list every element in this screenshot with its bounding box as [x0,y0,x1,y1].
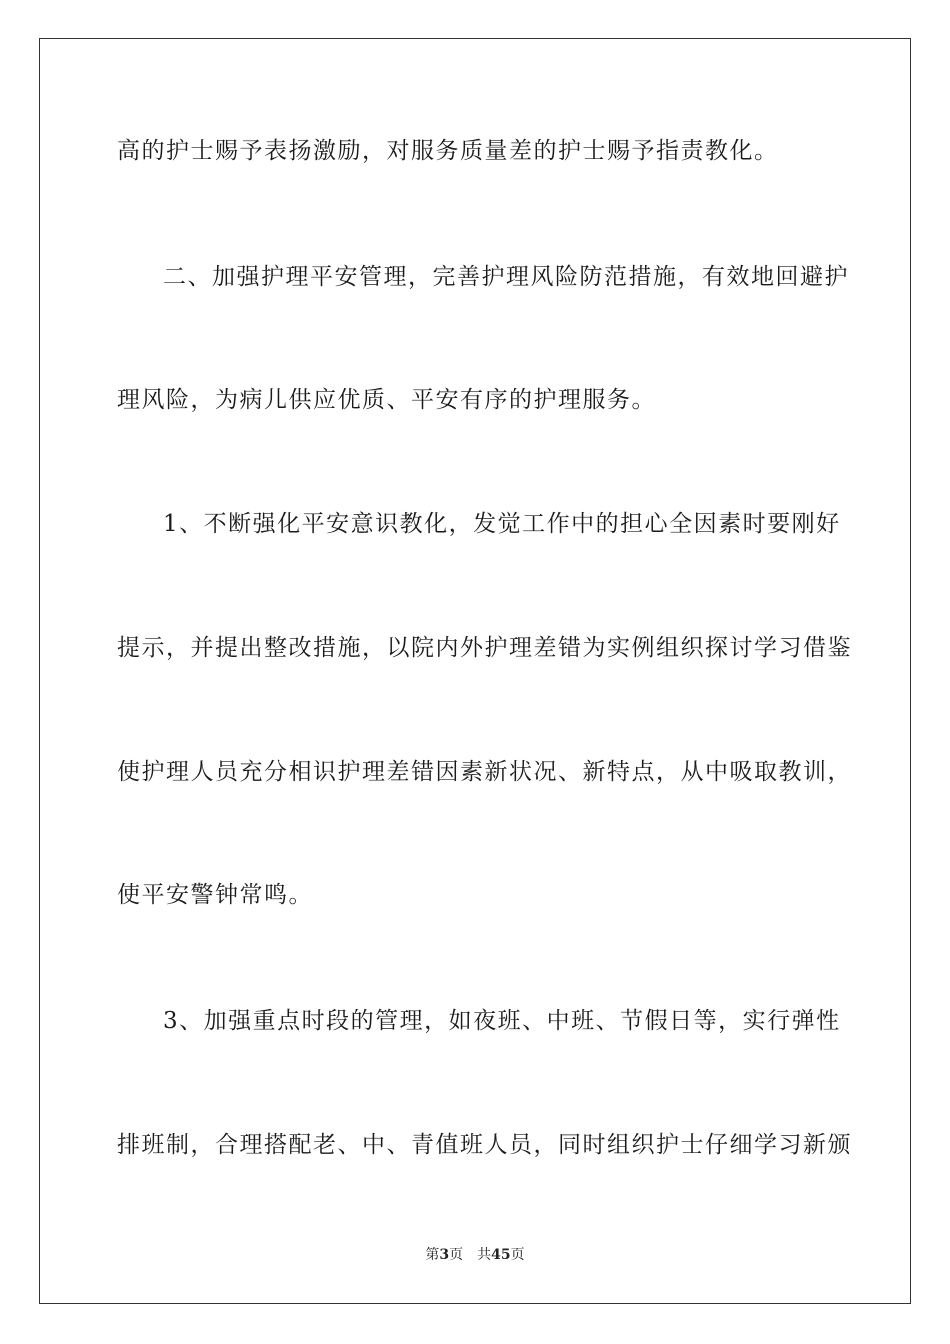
text-line-3: 理风险，为病儿供应优质、平安有序的护理服务。 [117,387,656,413]
text-line-2: 二、加强护理平安管理，完善护理风险防范措施，有效地回避护 [163,264,849,290]
page-border [39,38,911,1304]
page-number: 3 [439,1247,450,1263]
page-footer [0,1246,950,1264]
page-prefix: 第 [425,1247,440,1263]
text-line-8: 3、加强重点时段的管理，如夜班、中班、节假日等，实行弹性 [163,1008,841,1034]
text-line-7: 使平安警钟常鸣。 [117,882,313,908]
text-line-1: 高的护士赐予表扬激励，对服务质量差的护士赐予指责教化。 [117,138,779,164]
text-line-4: 1、不断强化平安意识教化，发觉工作中的担心全因素时要刚好 [163,511,841,537]
text-line-9: 排班制，合理搭配老、中、青值班人员，同时组织护士仔细学习新颁 [117,1132,852,1158]
total-pages: 45 [491,1247,511,1263]
text-line-6: 使护理人员充分相识护理差错因素新状况、新特点，从中吸取教训， [117,759,852,785]
total-suffix: 页 [510,1247,525,1263]
total-prefix: 共 [477,1247,492,1263]
page-suffix: 页 [449,1247,464,1263]
text-line-5: 提示，并提出整改措施，以院内外护理差错为实例组织探讨学习借鉴 [117,635,852,661]
